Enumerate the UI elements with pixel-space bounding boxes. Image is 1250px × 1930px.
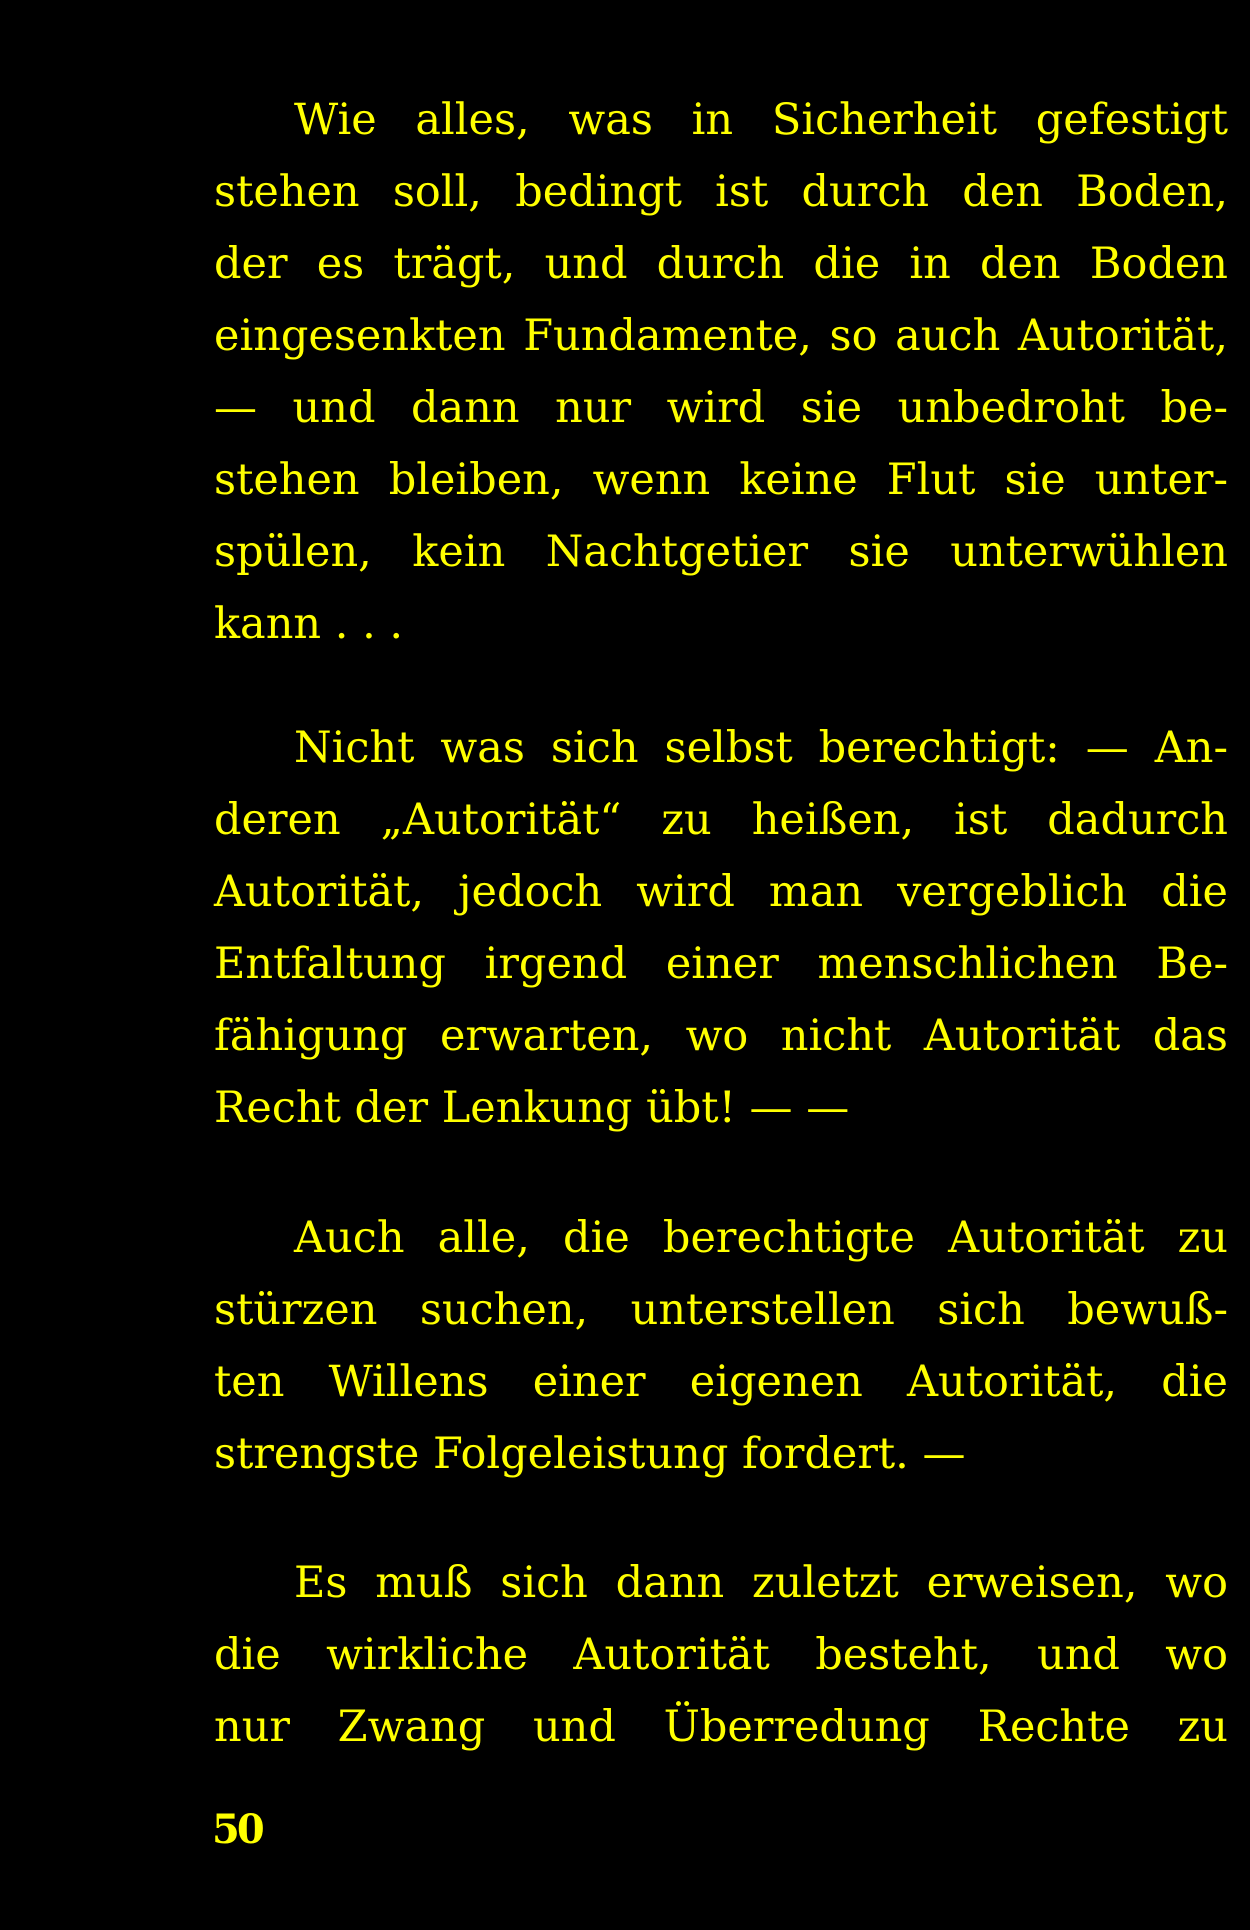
text-line: nur Zwang und Überredung Rechte zu <box>214 1702 1228 1752</box>
text-line: Nicht was sich selbst berechtigt: — An- <box>294 723 1228 773</box>
text-line: spülen, kein Nachtgetier sie unterwühlen <box>214 527 1228 577</box>
text-line: kann . . . <box>214 599 404 649</box>
text-line: Autorität, jedoch wird man vergeblich die <box>214 867 1228 917</box>
text-line: ten Willens einer eigenen Autorität, die <box>214 1357 1228 1407</box>
paragraph-3 <box>214 1202 1228 1490</box>
text-line: Entfaltung irgend einer menschlichen Be- <box>214 939 1228 989</box>
text-line: strengste Folgeleistung fordert. — <box>214 1429 966 1479</box>
text-line: deren „Autorität“ zu heißen, ist dadurch <box>214 795 1228 845</box>
text-line: die wirkliche Autorität besteht, und wo <box>214 1630 1228 1680</box>
text-line: Recht der Lenkung übt! — — <box>214 1083 850 1133</box>
text-line: eingesenkten Fundamente, so auch Autorität, <box>214 311 1228 361</box>
text-line: stehen soll, bedingt ist durch den Boden, <box>214 167 1228 217</box>
text-line: Auch alle, die berechtigte Autorität zu <box>294 1213 1228 1263</box>
text-line: stürzen suchen, unterstellen sich bewuß- <box>214 1285 1228 1335</box>
paragraph-1 <box>214 84 1228 660</box>
text-line: der es trägt, und durch die in den Boden <box>214 239 1228 289</box>
paragraph-4 <box>214 1547 1228 1763</box>
text-line: stehen bleiben, wenn keine Flut sie unter- <box>214 455 1228 505</box>
page-number: 50 <box>212 1806 262 1853</box>
text-line: Wie alles, was in Sicherheit gefestigt <box>294 95 1228 145</box>
text-line: — und dann nur wird sie unbedroht be- <box>214 383 1228 433</box>
text-line: Es muß sich dann zuletzt erweisen, wo <box>294 1558 1228 1608</box>
text-line: fähigung erwarten, wo nicht Autorität das <box>214 1011 1228 1061</box>
paragraph-2 <box>214 712 1228 1144</box>
